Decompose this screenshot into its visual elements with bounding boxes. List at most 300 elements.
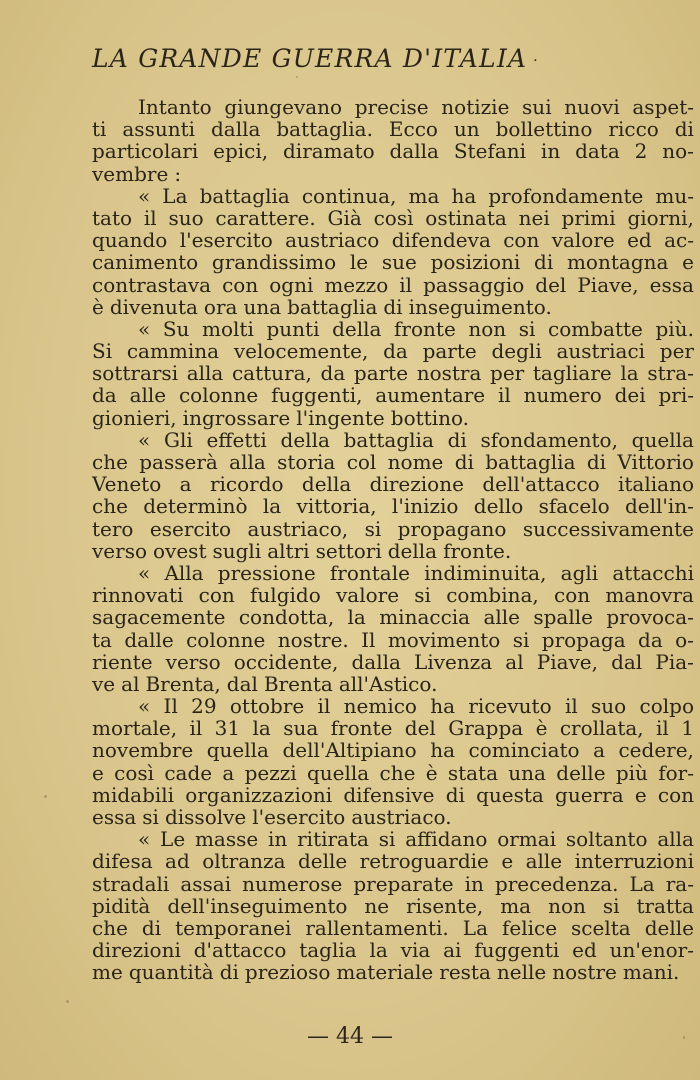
word: particolari [92,139,199,164]
word: valore [335,583,400,608]
word: via [400,938,431,963]
word: questa [476,782,544,807]
word: precise [354,95,429,119]
word: risente, [406,893,484,918]
word: passaggio [423,272,525,297]
running-head-text: LA GRANDE GUERRA D'ITALIA [92,44,528,73]
text-line [92,739,694,761]
word: « [138,694,151,719]
word: l'esercito [179,228,273,253]
word: fuggenti, [271,383,363,408]
word: si [378,827,396,852]
word: « [138,827,151,852]
word: ai [443,938,462,963]
word: al [121,671,140,696]
word: storia [277,450,336,474]
word: valore [551,228,615,253]
word: del [404,716,436,741]
text-line [92,318,694,340]
word: essa [649,272,694,297]
text-line [92,850,694,872]
text-line [92,606,694,628]
word: crollata, [559,716,644,741]
word: taglia [299,938,357,963]
text-line [92,163,694,185]
word: ha [430,694,456,719]
word: Alla [164,560,204,585]
word: Si [92,339,113,364]
word: alle [129,383,167,408]
word: il [497,383,511,408]
word: esercito [149,516,232,541]
word: Vittorio [617,450,694,474]
word: alla [186,361,224,386]
word: giorni, [627,205,694,230]
word: degli [491,339,542,364]
word: ormai [497,827,557,852]
text-line [92,118,694,140]
word: gionieri, [92,405,177,430]
text-line [92,717,694,739]
word: cominciato [468,738,580,763]
word: nostre [552,960,617,985]
text-line [92,828,694,850]
text-line [92,296,694,318]
text-line [92,584,694,606]
word: battaglia. [276,117,373,142]
word: Il [361,627,376,652]
word: colonne [178,383,259,408]
word: Veneto [92,472,162,497]
word: Grappa [448,716,524,741]
word: con [222,272,259,297]
word: si [364,516,382,541]
word: all'Astico. [338,671,438,696]
word: così [373,205,414,230]
text-line [92,961,694,983]
word: altri [267,538,310,563]
word: per [659,339,694,364]
word: suo [168,205,204,230]
word: con [503,228,540,253]
word: si [512,627,530,652]
word: minaccia [379,605,471,630]
word: ricevuto [468,694,552,719]
word: il [656,716,669,741]
word: « [138,427,151,452]
word: di [141,915,162,940]
word: alle [483,605,520,630]
paragraph [92,562,694,695]
word: alla [229,450,266,474]
word: dell'in- [624,494,694,519]
word: il [189,716,203,741]
word: ritirata [297,827,369,852]
word: parte [422,339,477,364]
word: dell'attacco [482,472,600,497]
word: pri- [658,383,694,408]
word: ricordo [209,472,284,497]
word: preparate [353,871,454,896]
word: nei [518,205,550,230]
word: di [454,450,474,474]
word: e [501,849,514,874]
word: effetti [206,427,267,452]
word: molti [202,316,254,341]
text-line [92,362,694,384]
word: La [629,871,655,896]
word: determinò [143,494,248,519]
word: Il [163,694,178,719]
word: 29 [191,694,217,719]
text-line [92,429,694,451]
word: divenuta [109,294,198,319]
word: Le [160,827,186,852]
word: Brenta, [145,671,221,696]
word: manovra [605,583,694,608]
word: midabili [92,782,175,807]
word: Piave, [577,272,639,297]
word: precedenza. [494,871,619,896]
word: tagliare [532,361,612,386]
word: sottrarsi [92,361,179,386]
word: del [535,272,567,297]
word: della [280,427,330,452]
word: ottobre [229,694,305,719]
text-line [92,695,694,717]
word: ad [165,849,190,874]
paragraph [92,695,694,828]
word: mezzo [324,272,389,297]
word: vembre [92,161,169,186]
word: battaglia [343,427,434,452]
word: riente [92,649,153,674]
word: felice [501,915,558,940]
word: fulgido [250,583,321,608]
word: sfondamento, [480,427,618,452]
word: nome [387,450,444,474]
word: frontale [329,560,410,585]
word: verso [165,649,221,674]
word: ed [627,228,652,253]
word: di [534,250,554,275]
word: indiminuita, [424,560,547,585]
word: ma [408,183,440,208]
word: novembre [92,738,194,763]
text-line [92,518,694,540]
word: Brenta [263,671,333,696]
word: propaga [541,627,626,652]
word: ed [572,938,597,963]
word: continua, [301,183,397,208]
word: bottino. [390,405,470,430]
word: Pia- [655,649,694,674]
text-line [92,784,694,806]
word: la [620,361,639,386]
word: nostra [416,361,482,386]
word: d'attacco [193,938,287,963]
word: colonne [186,627,266,652]
word: dalle [124,627,174,652]
text-line [92,96,694,118]
word: 1 [681,716,694,741]
paragraph [92,429,694,562]
word: dei [614,383,646,408]
word: punti [266,316,320,341]
word: con [657,782,694,807]
word: oltranza [202,849,286,874]
word: è [535,716,548,741]
word: tratta [636,893,694,918]
word: ne [364,893,390,918]
word: propagano [397,516,507,541]
word: assai [180,871,232,896]
word: per [490,361,525,386]
word: delle [644,915,694,940]
word: nelle [496,960,547,985]
word: quella [306,760,370,785]
paragraph [92,96,694,185]
text-line [92,540,694,562]
word: sue [381,250,417,275]
word: di [383,294,403,319]
word: condotta, [238,605,335,630]
word: di [586,450,607,474]
word: di [447,427,467,452]
word: da [383,339,408,364]
word: colpo [639,694,694,719]
word: ingrossare [182,405,291,430]
word: nemico [343,694,417,719]
word: si [518,316,536,341]
word: difendeva [391,228,491,253]
word: quando [92,228,168,253]
word: inseguimento. [408,294,552,319]
word: pidità [92,893,151,918]
body-text [92,96,694,984]
word: 2 [634,139,648,164]
paper-speck [66,1000,69,1003]
word: ti [92,117,107,142]
word: organizzazioni [185,782,333,807]
word: della [301,472,352,497]
word: in [464,871,484,896]
word: il [317,694,331,719]
word: più. [655,316,694,341]
text-line [92,562,694,584]
word: alle [525,849,563,874]
word: da [638,627,663,652]
word: al [505,649,524,674]
word: masse [194,827,259,852]
word: direzioni [92,938,181,963]
word: dal [226,671,258,696]
word: Su [162,316,190,341]
word: è [425,760,438,785]
word: che [92,450,128,474]
word: mortale, [92,716,178,741]
paragraph [92,828,694,983]
word: un [453,117,480,142]
word: aspet- [632,95,694,119]
word: tero [92,516,134,541]
word: fronte [394,316,456,341]
word: cattura, [231,361,312,386]
word: diramato [283,139,375,164]
word: si [142,805,159,829]
word: con [554,583,591,608]
word: rinnovati [92,583,184,608]
word: e [682,250,694,275]
word: retroguardie [359,849,489,874]
word: austriaco, [247,516,349,541]
running-head [92,44,539,73]
word: che [92,915,128,940]
word: pressione [217,560,316,585]
word: suo [591,694,627,719]
word: cammina [126,339,220,364]
word: movimento [387,627,501,652]
word: ogni [269,272,314,297]
word: parte [353,361,409,386]
word: agli [560,560,599,585]
word: combatte [548,316,643,341]
word: spalle [533,605,593,630]
word: l'ingente [296,405,385,430]
word: pezzi [244,760,297,785]
word: da [92,383,117,408]
word: stra- [647,361,694,386]
word: il [399,272,413,297]
word: Livenza [414,649,493,674]
word: combina, [446,583,539,608]
word: si [602,893,620,918]
word: il [143,205,157,230]
word: o- [675,627,694,652]
word: essa [92,805,137,829]
paragraph [92,185,694,318]
word: giungevano [224,95,343,119]
word: ha [451,183,477,208]
word: prezioso [244,960,331,985]
word: 31 [214,716,241,741]
word: mani. [622,960,680,985]
word: dissolve [164,805,247,829]
text-line [92,895,694,917]
word: notizie [441,95,510,119]
text-line [92,762,694,784]
word: austriaco. [351,805,452,829]
word: Stefani [453,139,527,164]
word: a [222,760,235,785]
word: della [332,316,382,341]
word: dalla [389,139,439,164]
word: velocemente, [233,339,369,364]
word: profondamente [488,183,644,208]
word: ricco [608,117,659,142]
word: italiano [618,472,694,497]
word: temporanei [175,915,292,940]
word: la [347,605,366,630]
word: mu- [655,183,694,208]
word: a [179,472,192,497]
word: che [92,494,128,519]
word: Intanto [138,95,212,119]
word: che [379,760,416,785]
word: numero [523,383,602,408]
text-line [92,140,694,162]
word: le [349,250,369,275]
word: aumentare [375,383,486,408]
word: provoca- [606,605,694,630]
word: ve [92,671,116,696]
word: delle [556,760,606,785]
word: la [369,938,388,963]
text-line [92,495,694,517]
paper-speck [44,795,47,798]
word: no- [662,139,694,164]
word: così [114,760,155,785]
text-line [92,917,694,939]
word: quantità [128,960,214,985]
word: la [262,494,282,519]
word: passerà [139,450,218,474]
word: con [198,583,235,608]
word: contrastava [92,272,212,297]
word: più [615,760,648,785]
word: una [508,760,546,785]
word: l'esercito [252,805,346,829]
text-line [92,873,694,895]
word: ma [500,893,532,918]
word: si [414,583,431,608]
word: il [564,694,578,719]
word: dello [473,494,524,519]
word: austriaco [285,228,380,253]
word: cade [164,760,213,785]
word: La [462,915,488,940]
word: « [138,316,151,341]
word: da [320,361,346,386]
word: for- [658,760,694,785]
word: materiale [336,960,434,985]
word: ra- [665,871,694,896]
word: fronte. [443,538,512,563]
word: epici, [213,139,269,164]
word: una [243,294,282,319]
text-line [92,229,694,251]
word: battaglia [199,183,290,208]
word: ora [203,294,238,319]
word: assunti [122,117,196,142]
word: fronte [330,716,393,741]
word: Ecco [388,117,438,142]
word: difensive [343,782,435,807]
word: dal [611,649,643,674]
word: ostinata [425,205,507,230]
word: di [219,960,239,985]
word: sui [522,95,552,119]
word: verso [92,538,147,563]
word: soltanto [565,827,648,852]
word: stradali [92,871,170,896]
word: rallentamenti. [305,915,449,940]
word: sua [283,716,319,741]
word: a [593,738,605,763]
word: nuovi [564,95,620,119]
word: Gli [163,427,193,452]
word: nostre. [277,627,349,652]
